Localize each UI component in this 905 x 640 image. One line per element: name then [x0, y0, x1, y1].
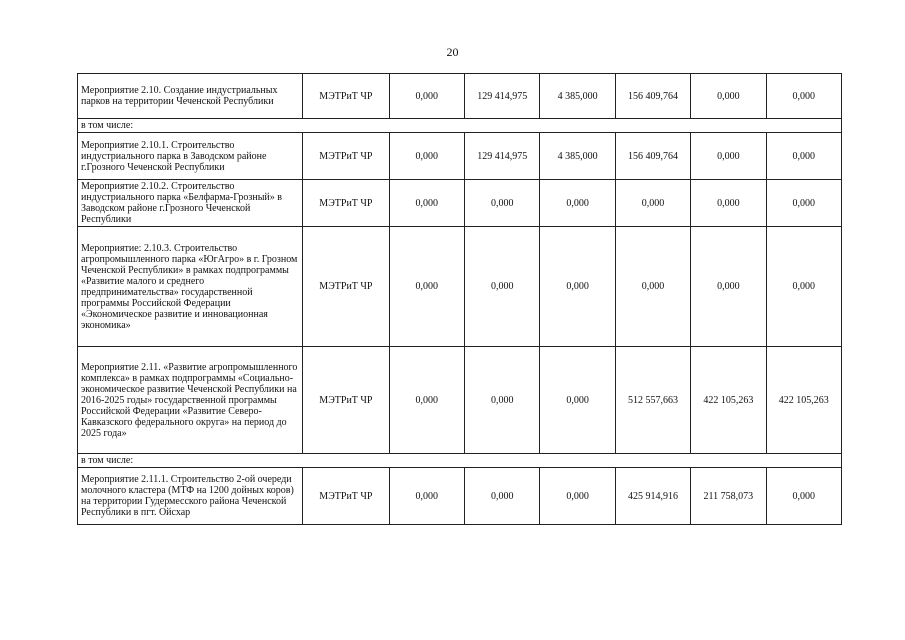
amount-cell: 0,000: [691, 227, 766, 347]
activity-name-cell: Мероприятие 2.10. Создание индустриальных парков на территории Чеченской Республики: [78, 74, 303, 119]
amount-cell: 129 414,975: [465, 74, 540, 119]
amount-cell: 0,000: [766, 74, 841, 119]
amount-cell: 156 409,764: [615, 74, 690, 119]
amount-cell: 0,000: [465, 180, 540, 227]
amount-cell: 0,000: [766, 180, 841, 227]
amount-cell: 0,000: [766, 227, 841, 347]
budget-table: [77, 73, 842, 525]
table-row: [78, 227, 842, 347]
executor-cell: МЭТРиТ ЧР: [303, 227, 389, 347]
amount-cell: 156 409,764: [615, 133, 690, 180]
executor-cell: МЭТРиТ ЧР: [303, 468, 389, 525]
amount-cell: 0,000: [465, 227, 540, 347]
executor-cell: МЭТРиТ ЧР: [303, 133, 389, 180]
table-row: [78, 74, 842, 119]
table-row: [78, 468, 842, 525]
amount-cell: 0,000: [540, 347, 615, 454]
amount-cell: 0,000: [540, 180, 615, 227]
amount-cell: 129 414,975: [465, 133, 540, 180]
amount-cell: 211 758,073: [691, 468, 766, 525]
amount-cell: 0,000: [691, 133, 766, 180]
amount-cell: 4 385,000: [540, 74, 615, 119]
amount-cell: 0,000: [691, 180, 766, 227]
amount-cell: 422 105,263: [766, 347, 841, 454]
table-row: [78, 180, 842, 227]
amount-cell: 0,000: [389, 133, 464, 180]
executor-cell: МЭТРиТ ЧР: [303, 74, 389, 119]
activity-name-cell: Мероприятие 2.10.2. Строительство индустриального парка «Белфарма-Грозный» в Заводском районе г.Грозного Чеченской Республики: [78, 180, 303, 227]
page-number: 20: [446, 45, 459, 59]
subheading-row: [78, 119, 842, 133]
amount-cell: 512 557,663: [615, 347, 690, 454]
amount-cell: 4 385,000: [540, 133, 615, 180]
amount-cell: 0,000: [465, 468, 540, 525]
subheading-cell: в том числе:: [78, 119, 842, 133]
amount-cell: 0,000: [389, 468, 464, 525]
amount-cell: 0,000: [389, 347, 464, 454]
amount-cell: 0,000: [615, 227, 690, 347]
amount-cell: 425 914,916: [615, 468, 690, 525]
amount-cell: 0,000: [766, 468, 841, 525]
amount-cell: 0,000: [540, 468, 615, 525]
amount-cell: 422 105,263: [691, 347, 766, 454]
activity-name-cell: Мероприятие 2.11.1. Строительство 2-ой очереди молочного кластера (МТФ на 1200 дойных коров) на территории Гудермесского района Чеченской Республики в пгт. Ойсхар: [78, 468, 303, 525]
amount-cell: 0,000: [465, 347, 540, 454]
table-row: [78, 347, 842, 454]
subheading-row: [78, 454, 842, 468]
executor-cell: МЭТРиТ ЧР: [303, 347, 389, 454]
activity-name-cell: Мероприятие 2.11. «Развитие агропромышленного комплекса» в рамках подпрограммы «Социально-экономическое развитие Чеченской Республики на 2016-2025 годы» государственной программы Российской Федерации «Развитие Северо-Кавказского федерального округа» на период до 2025 года»: [78, 347, 303, 454]
subheading-cell: в том числе:: [78, 454, 842, 468]
amount-cell: 0,000: [691, 74, 766, 119]
amount-cell: 0,000: [389, 74, 464, 119]
executor-cell: МЭТРиТ ЧР: [303, 180, 389, 227]
amount-cell: 0,000: [615, 180, 690, 227]
amount-cell: 0,000: [389, 180, 464, 227]
activity-name-cell: Мероприятие 2.10.1. Строительство индустриального парка в Заводском районе г.Грозного Чеченской Республики: [78, 133, 303, 180]
activity-name-cell: Мероприятие: 2.10.3. Строительство агропромышленного парка «ЮгАгро» в г. Грозном Чеченской Республики» в рамках подпрограммы «Развитие малого и среднего предпринимательства» государственной программы Российской Федерации «Экономическое развитие и инновационная экономика»: [78, 227, 303, 347]
amount-cell: 0,000: [766, 133, 841, 180]
amount-cell: 0,000: [540, 227, 615, 347]
table-row: [78, 133, 842, 180]
amount-cell: 0,000: [389, 227, 464, 347]
